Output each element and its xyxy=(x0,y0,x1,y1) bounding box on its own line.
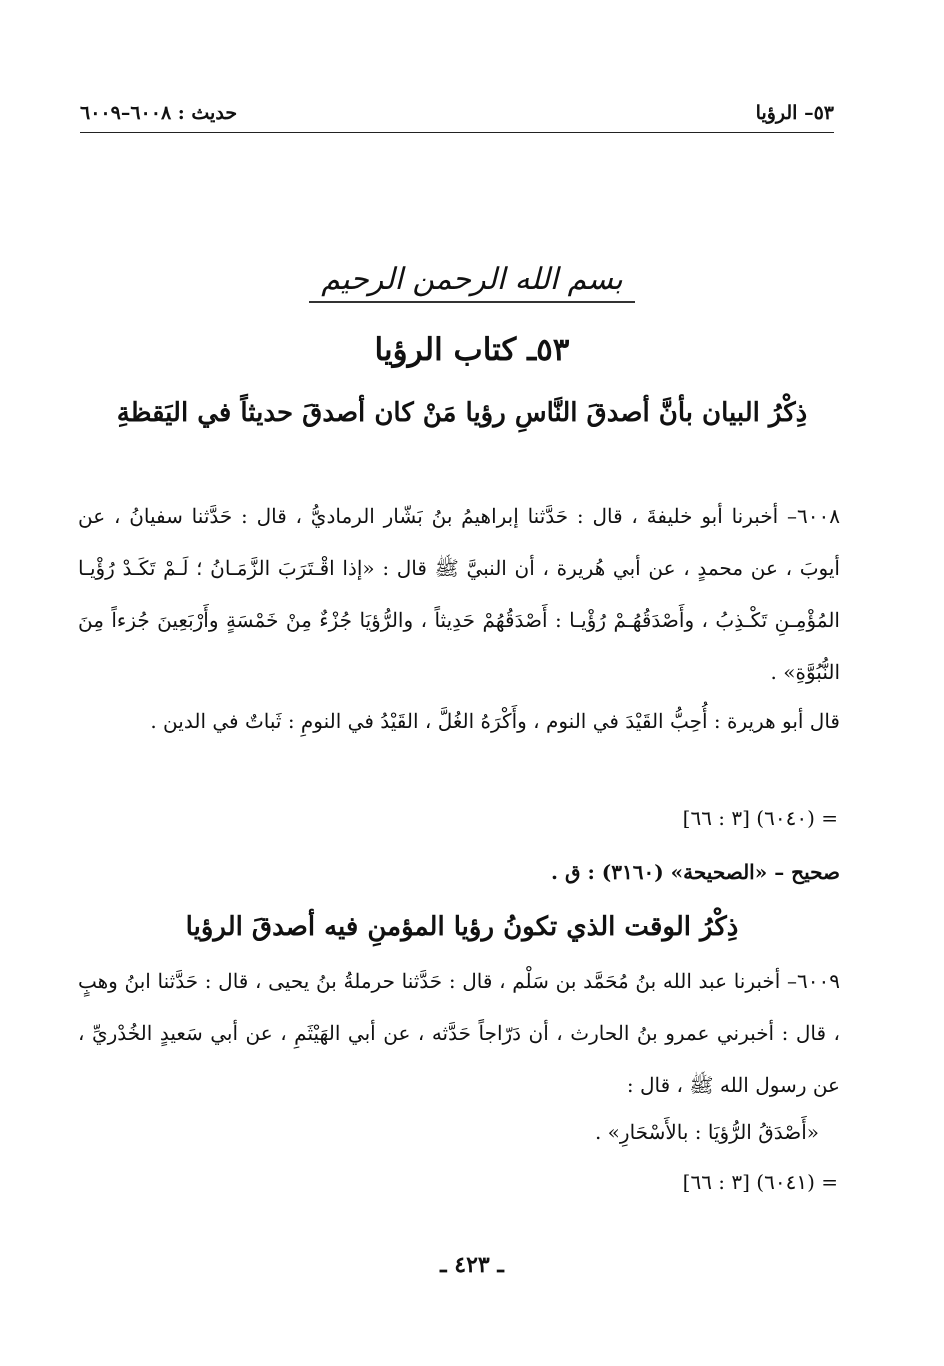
hadith-6009-reference: = (٦٠٤١) [٣ : ٦٦] xyxy=(682,1170,838,1194)
hadith-6008-text: ٦٠٠٨– أخبرنا أبو خليفةَ ، قال : حَدَّثنا إبراهيمُ بنُ بَشّار الرماديُّ ، قال : حَدَّثنا سفيانُ ، عن أيوبَ ، عن محمدٍ ، عن أبي هُريرة ، أن النبيَّ ﷺ قال : «إذا اقْـتَرَبَ الزَّمَـانُ ؛ لَـمْ تَكَـدْ رُؤْيـا المُؤْمِـنِ تَكْـذِبُ ، وأَصْدَقُهُـمْ رُؤْيـا : أَصْدَقُهُمْ حَدِيثاً ، والرُّؤيَا جُزْءٌ مِنْ خَمْسَةٍ وأَرْبَعِينَ جُزءاً مِنَ النُّبُوَّةِ» . xyxy=(78,504,840,684)
hadith-6008-grade: صحيح – «الصحيحة» (٣١٦٠) : ق . xyxy=(551,860,840,884)
hadith-6009-quote: «أَصْدَقُ الرُّؤيَا : بالأَسْحَارِ» . xyxy=(594,1120,819,1144)
hadith-6008-reference: = (٦٠٤٠) [٣ : ٦٦] xyxy=(682,806,838,830)
running-header xyxy=(80,98,834,133)
section-heading-1: ذِكْرُ البيان بأنَّ أصدقَ النَّاسِ رؤيا مَنْ كان أصدقَ حديثاً في اليَقظةِ xyxy=(116,398,808,428)
abu-hurayra-statement: قال أبو هريرة : أُحِبُّ القَيْدَ في النوم ، وأَكْرَهُ الغُلَّ ، القَيْدُ في النومِ : ثَباتٌ في الدين . xyxy=(150,709,840,733)
header-hadith-range: حديث : ٦٠٠٨–٦٠٠٩ xyxy=(80,102,238,124)
header-chapter: ٥٣– الرؤيا xyxy=(755,102,834,124)
page-number: ـ ٤٢٣ ـ xyxy=(440,1252,504,1278)
section-heading-2: ذِكْرُ الوقت الذي تكونُ رؤيا المؤمنِ فيه أصدقَ الرؤيا xyxy=(185,912,739,942)
basmala xyxy=(0,262,944,303)
book-title: ٥٣ـ كتاب الرؤيا xyxy=(374,332,570,368)
basmala-text: بسم الله الرحمن الرحيم xyxy=(309,262,635,303)
hadith-6009-text: ٦٠٠٩– أخبرنا عبد الله بنُ مُحَمَّد بن سَلْم ، قال : حَدَّثنا حرملةُ بنُ يحيى ، قال : حَدَّثنا ابنُ وهبٍ ، قال : أخبرني عمرو بنُ الحارث ، أن دَرّاجاً حَدَّثه ، عن أبي الهَيْثَمِ ، عن أبي سَعيدٍ الخُدْريِّ ، عن رسول الله ﷺ ، قال : xyxy=(78,969,840,1097)
